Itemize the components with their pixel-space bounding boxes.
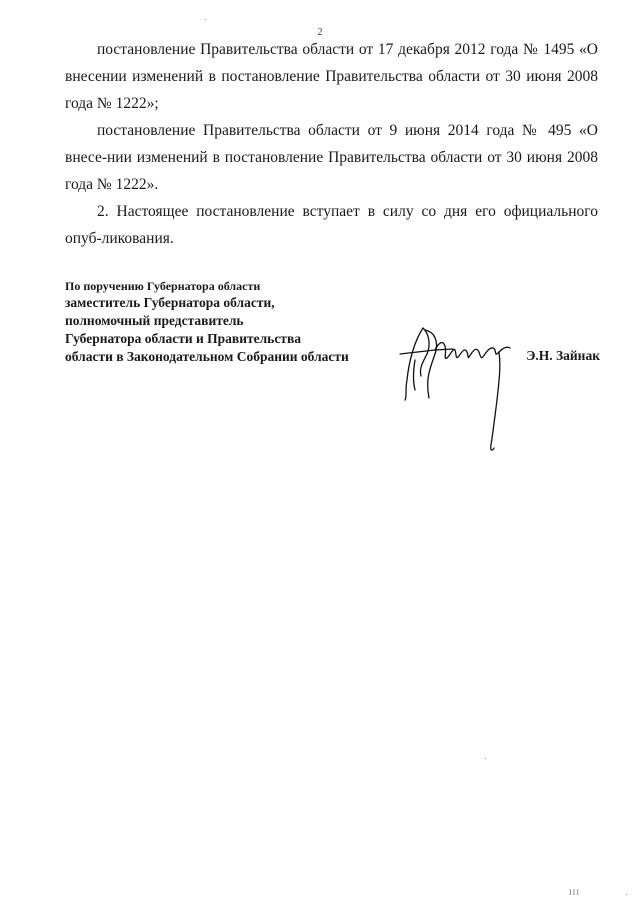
- paragraph-1: постановление Правительства области от 17 декабря 2012 года № 1495 «О внесении изменений в постановление Правительства области от 30 июня 2008 года № 1222»;: [65, 41, 598, 112]
- signer-title-block: [65, 294, 349, 366]
- paragraph-2: постановление Правительства области от 9 июня 2014 года № 495 «О внесе-нии изменений в постановление Правительства области от 30 июня 2008 года № 1222».: [65, 122, 598, 193]
- scan-speck: [485, 758, 486, 759]
- signer-title-line-2: полномочный представитель: [65, 313, 244, 328]
- signer-title-line-4: области в Законодательном Собрании области: [65, 349, 349, 364]
- footer-mark: ІІІ: [569, 888, 580, 897]
- signer-name: Э.Н. Зайнак: [526, 348, 600, 363]
- scan-speck: [205, 19, 206, 20]
- paragraph-3: 2. Настоящее постановление вступает в силу со дня его официального опуб-ликования.: [65, 203, 598, 247]
- signer-title-line-3: Губернатора области и Правительства: [65, 331, 301, 346]
- scan-speck: [626, 894, 627, 895]
- handwritten-signature: [395, 320, 520, 455]
- signer-title-line-1: заместитель Губернатора области,: [65, 295, 275, 310]
- authority-line: По поручению Губернатора области: [65, 279, 261, 293]
- page-number: 2: [317, 27, 323, 38]
